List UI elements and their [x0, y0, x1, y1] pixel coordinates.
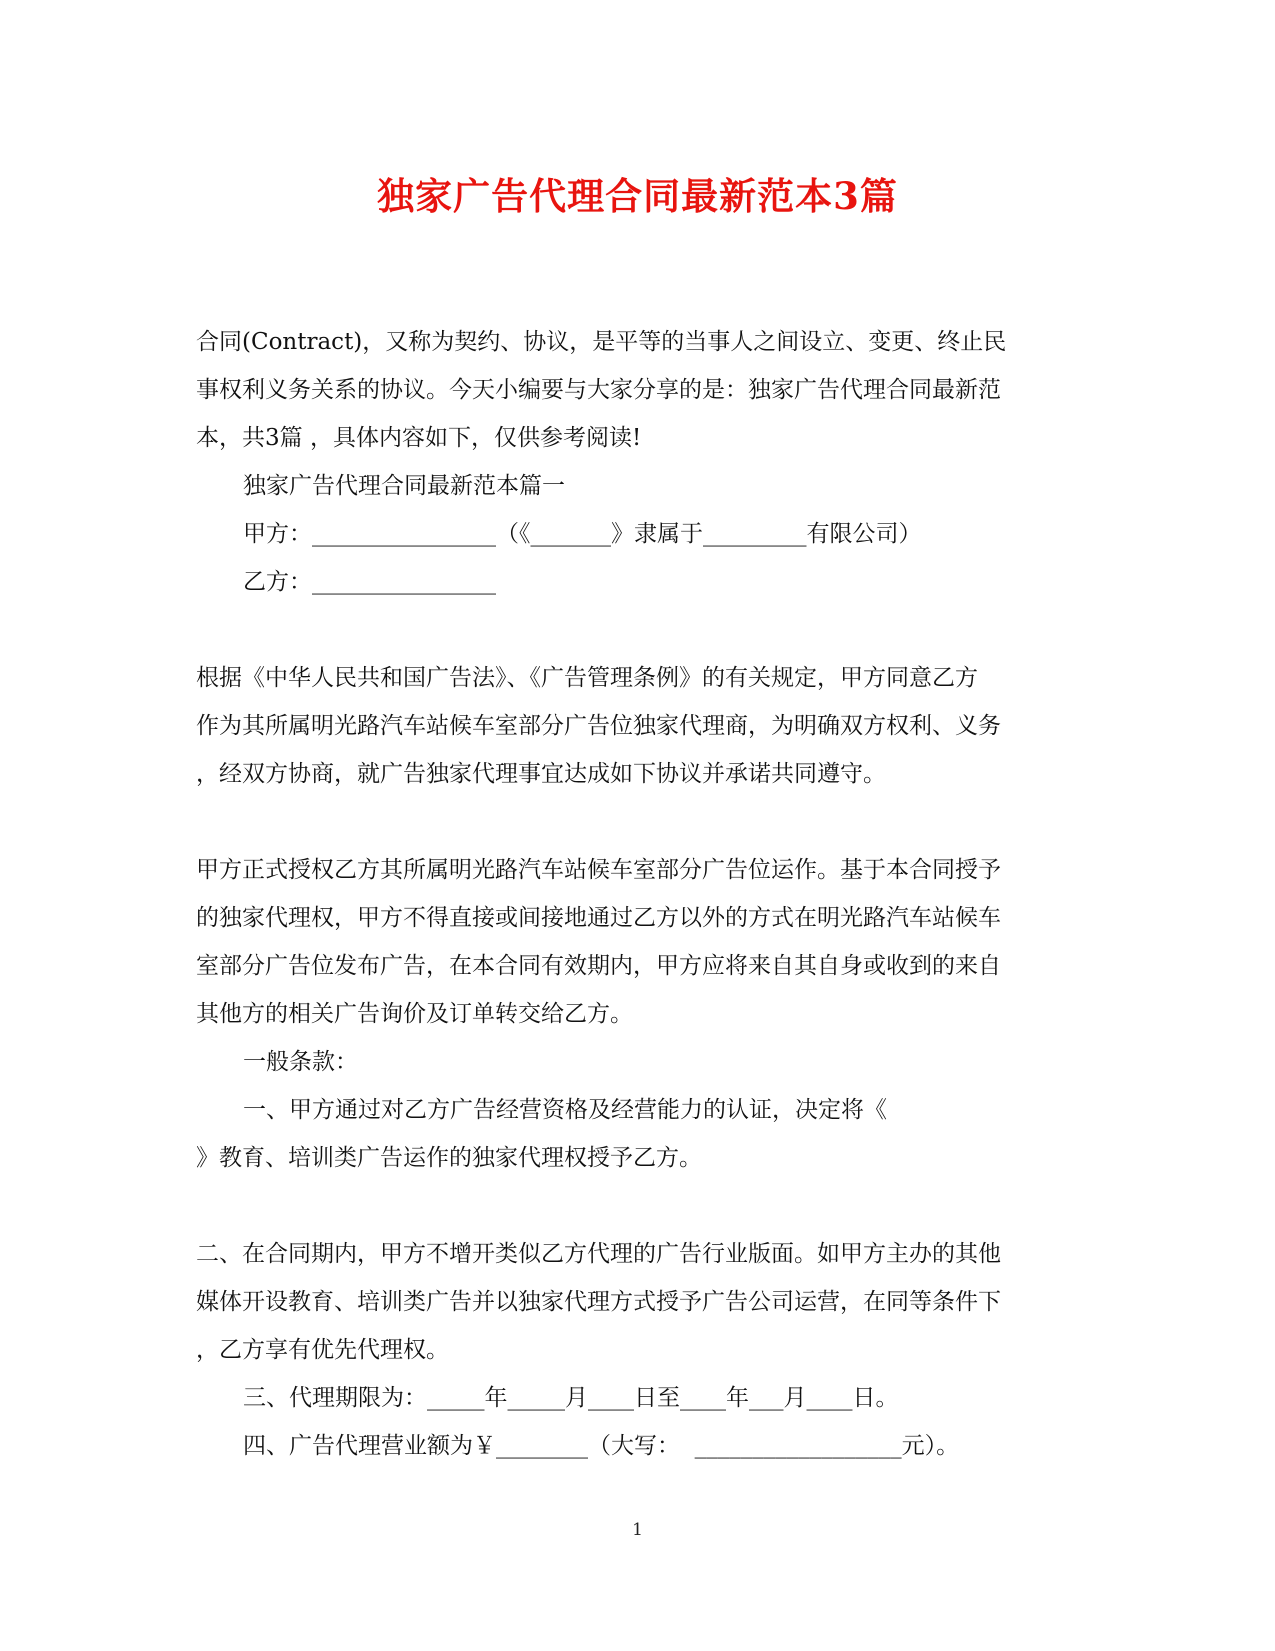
paragraph — [196, 558, 1064, 606]
paragraph-spacer — [196, 1182, 1064, 1230]
paragraph — [196, 846, 1064, 1038]
text-line: 甲方正式授权乙方其所属明光路汽车站候车室部分广告位运作。基于本合同授予 — [196, 857, 1001, 883]
paragraph — [196, 1086, 1064, 1134]
text-line: 二、在合同期内，甲方不增开类似乙方代理的广告行业版面。如甲方主办的其他 — [196, 1241, 1001, 1267]
text-line: 三、代理期限为：_____年_____月____日至____年___月____日。 — [243, 1385, 899, 1411]
text-line: 一、甲方通过对乙方广告经营资格及经营能力的认证，决定将《 — [243, 1097, 887, 1123]
text-line: 》教育、培训类广告运作的独家代理权授予乙方。 — [196, 1145, 702, 1171]
text-line: 合同(Contract)，又称为契约、协议，是平等的当事人之间设立、变更、终止民 — [196, 329, 1007, 355]
paragraph-spacer — [196, 606, 1064, 654]
page-number: 1 — [632, 1520, 643, 1540]
text-line: 其他方的相关广告询价及订单转交给乙方。 — [196, 1001, 633, 1027]
paragraph — [196, 654, 1064, 798]
paragraph — [196, 1038, 1064, 1086]
paragraph — [196, 1134, 1064, 1182]
text-line: 事权利义务关系的协议。今天小编要与大家分享的是：独家广告代理合同最新范 — [196, 377, 1001, 403]
paragraph — [196, 1422, 1064, 1470]
text-line: ，乙方享有优先代理权。 — [196, 1337, 449, 1363]
paragraph — [196, 1374, 1064, 1422]
text-line: 媒体开设教育、培训类广告并以独家代理方式授予广告公司运营，在同等条件下 — [196, 1289, 1001, 1315]
document-body — [196, 318, 1064, 1470]
text-line: 本，共3篇 ，具体内容如下，仅供参考阅读! — [196, 425, 642, 451]
text-line: 根据《中华人民共和国广告法》、《广告管理条例》的有关规定，甲方同意乙方 — [196, 665, 978, 691]
text-line: 的独家代理权，甲方不得直接或间接地通过乙方以外的方式在明光路汽车站候车 — [196, 905, 1001, 931]
text-line: 作为其所属明光路汽车站候车室部分广告位独家代理商，为明确双方权利、义务 — [196, 713, 1001, 739]
text-line: 独家广告代理合同最新范本篇一 — [243, 473, 565, 499]
paragraph — [196, 462, 1064, 510]
text-line: 乙方：________________ — [243, 569, 496, 595]
text-line: 甲方：________________（《_______》隶属于_________有限公司） — [243, 521, 922, 547]
paragraph — [196, 318, 1064, 462]
text-line: ，经双方协商，就广告独家代理事宜达成如下协议并承诺共同遵守。 — [196, 761, 886, 787]
paragraph — [196, 510, 1064, 558]
text-line: 室部分广告位发布广告，在本合同有效期内，甲方应将来自其自身或收到的来自 — [196, 953, 1001, 979]
paragraph — [196, 1230, 1064, 1374]
document-title: 独家广告代理合同最新范本3篇 — [377, 174, 898, 218]
text-line: 一般条款： — [243, 1049, 358, 1075]
paragraph-spacer — [196, 798, 1064, 846]
text-line: 四、广告代理营业额为￥________（大写： __________________元）。 — [243, 1433, 960, 1459]
